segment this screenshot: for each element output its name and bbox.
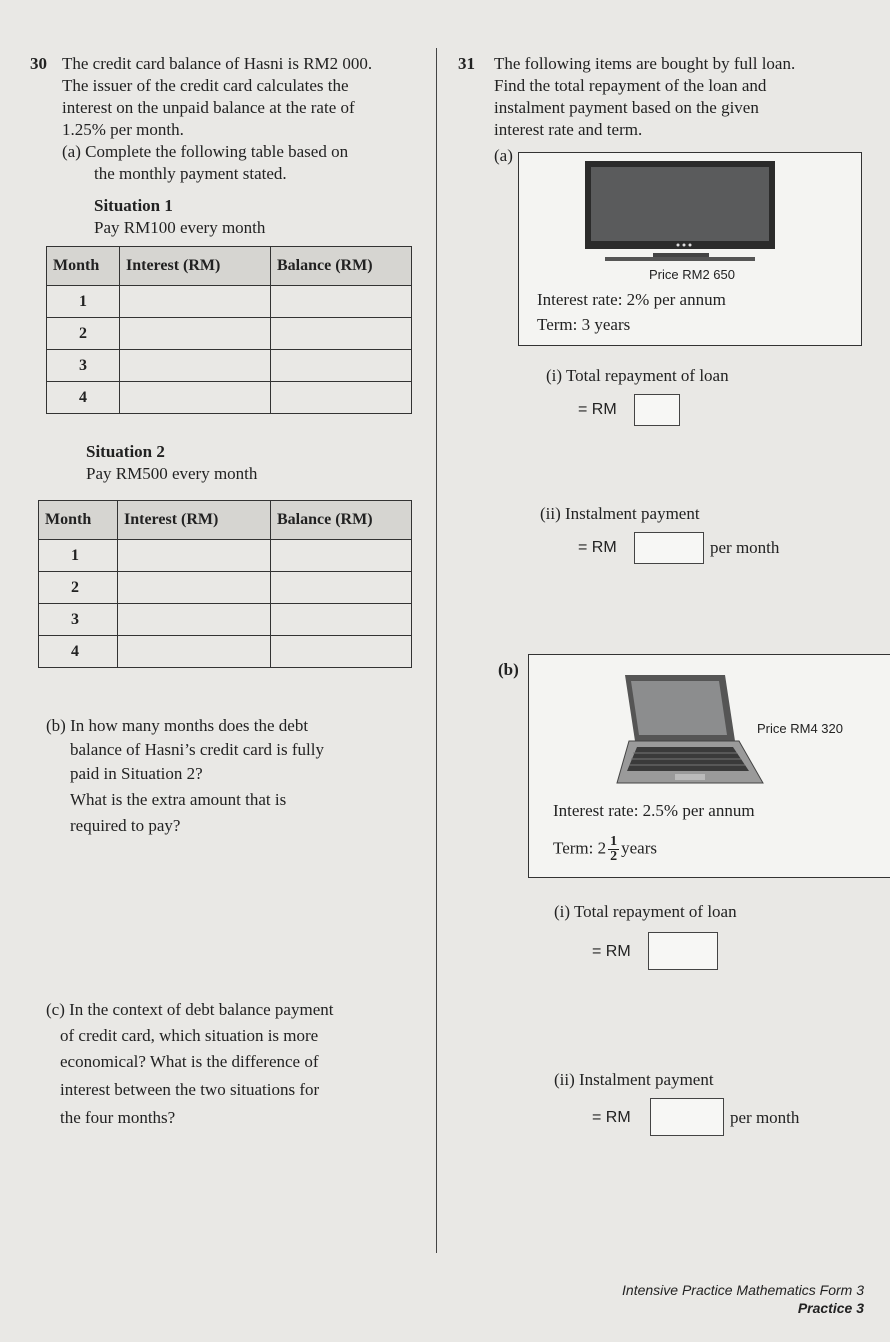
q31b-i-eq: = RM xyxy=(592,943,631,960)
q30b-text-2: balance of Hasni’s credit card is fully xyxy=(70,740,324,759)
table-row xyxy=(39,604,412,636)
item-a-price: Price RM2 650 xyxy=(649,267,735,282)
situation1-title: Situation 1 xyxy=(94,196,173,215)
item-b-rate: Interest rate: 2.5% per annum xyxy=(553,801,755,820)
q30b-text-4: What is the extra amount that is xyxy=(70,790,287,809)
month-cell: 2 xyxy=(47,318,120,350)
item-a-box xyxy=(518,152,862,346)
q31b-ii-answer-box[interactable] xyxy=(650,1098,724,1136)
balance-cell[interactable] xyxy=(271,286,412,318)
q30-intro-2: The issuer of the credit card calculates the xyxy=(62,76,349,95)
column-divider xyxy=(436,48,437,1253)
q30-intro-4: 1.25% per month. xyxy=(62,120,184,139)
q30b-text-5: required to pay? xyxy=(70,816,181,835)
q31b-label: (b) xyxy=(498,660,519,679)
item-b-box xyxy=(528,654,890,878)
q31-intro-3: instalment payment based on the given xyxy=(494,98,759,117)
q31-intro-1: The following items are bought by full loan. xyxy=(494,54,796,73)
balance-cell[interactable] xyxy=(271,540,412,572)
q30c-text-3: economical? What is the difference of xyxy=(60,1052,319,1071)
q31a-ii-answer-box[interactable] xyxy=(634,532,704,564)
interest-cell[interactable] xyxy=(120,318,271,350)
interest-cell[interactable] xyxy=(118,572,271,604)
q30c-text-1: (c) In the context of debt balance payment xyxy=(46,1000,334,1019)
balance-cell[interactable] xyxy=(271,636,412,668)
q31b-ii-eq: = RM xyxy=(592,1109,631,1126)
item-b-term xyxy=(553,835,657,864)
q31a-ii-eq: = RM xyxy=(578,539,617,556)
table-row xyxy=(39,540,412,572)
q30c-text-5: the four months? xyxy=(60,1108,176,1127)
footer-book-title: Intensive Practice Mathematics Form 3 xyxy=(622,1282,864,1298)
q30c-text-4: interest between the two situations for xyxy=(60,1080,320,1099)
item-a-term: Term: 3 years xyxy=(537,315,631,334)
q31b-ii-suffix: per month xyxy=(730,1108,800,1127)
table-row xyxy=(47,286,412,318)
interest-cell[interactable] xyxy=(118,540,271,572)
situation1-table xyxy=(46,246,412,414)
q30-intro-1: The credit card balance of Hasni is RM2 000. xyxy=(62,54,373,73)
q31a-i-eq: = RM xyxy=(578,401,617,418)
q30a-text-1: (a) Complete the following table based on xyxy=(62,142,349,161)
item-b-price: Price RM4 320 xyxy=(757,721,843,736)
term-fraction-num: 1 xyxy=(610,834,618,849)
balance-cell[interactable] xyxy=(271,350,412,382)
laptop-icon xyxy=(615,671,765,791)
table-row xyxy=(47,318,412,350)
situation1-desc: Pay RM100 every month xyxy=(94,218,266,237)
situation2-table xyxy=(38,500,412,668)
footer-practice: Practice 3 xyxy=(797,1300,864,1316)
interest-cell[interactable] xyxy=(118,604,271,636)
header-month: Month xyxy=(39,501,118,540)
q31-intro-2: Find the total repayment of the loan and xyxy=(494,76,767,95)
q31a-ii-suffix: per month xyxy=(710,538,780,557)
balance-cell[interactable] xyxy=(271,572,412,604)
q31b-ii-label: (ii) Instalment payment xyxy=(554,1070,714,1089)
balance-cell[interactable] xyxy=(271,318,412,350)
table-row xyxy=(47,350,412,382)
balance-cell[interactable] xyxy=(271,604,412,636)
header-interest: Interest (RM) xyxy=(120,247,271,286)
table-row xyxy=(39,636,412,668)
month-cell: 2 xyxy=(39,572,118,604)
month-cell: 3 xyxy=(47,350,120,382)
balance-cell[interactable] xyxy=(271,382,412,414)
month-cell: 3 xyxy=(39,604,118,636)
situation2-desc: Pay RM500 every month xyxy=(86,464,258,483)
q30-number: 30 xyxy=(30,54,47,73)
table-row xyxy=(39,572,412,604)
q31b-i-label: (i) Total repayment of loan xyxy=(554,902,737,921)
q30b-text-1: (b) In how many months does the debt xyxy=(46,716,309,735)
item-b-term-prefix: Term: 2 xyxy=(553,838,607,858)
header-month: Month xyxy=(47,247,120,286)
q31-number: 31 xyxy=(458,54,475,73)
month-cell: 4 xyxy=(39,636,118,668)
term-fraction xyxy=(608,835,619,864)
q30a-text-2: the monthly payment stated. xyxy=(94,164,287,183)
item-a-rate: Interest rate: 2% per annum xyxy=(537,290,726,309)
month-cell: 1 xyxy=(47,286,120,318)
interest-cell[interactable] xyxy=(118,636,271,668)
interest-cell[interactable] xyxy=(120,350,271,382)
month-cell: 4 xyxy=(47,382,120,414)
month-cell: 1 xyxy=(39,540,118,572)
header-interest: Interest (RM) xyxy=(118,501,271,540)
table-row xyxy=(47,382,412,414)
tv-icon xyxy=(583,159,777,263)
q30b-text-3: paid in Situation 2? xyxy=(70,764,203,783)
interest-cell[interactable] xyxy=(120,286,271,318)
term-fraction-den: 2 xyxy=(610,849,618,864)
header-balance: Balance (RM) xyxy=(271,501,412,540)
q30-intro-3: interest on the unpaid balance at the rate of xyxy=(62,98,355,117)
header-balance: Balance (RM) xyxy=(271,247,412,286)
interest-cell[interactable] xyxy=(120,382,271,414)
q31a-ii-label: (ii) Instalment payment xyxy=(540,504,700,523)
q30c-text-2: of credit card, which situation is more xyxy=(60,1026,319,1045)
item-b-term-suffix: years xyxy=(621,838,657,858)
q31b-i-answer-box[interactable] xyxy=(648,932,718,970)
q31a-i-label: (i) Total repayment of loan xyxy=(546,366,729,385)
situation2-title: Situation 2 xyxy=(86,442,165,461)
q31-intro-4: interest rate and term. xyxy=(494,120,643,139)
q31a-label: (a) xyxy=(494,146,513,165)
q31a-i-answer-box[interactable] xyxy=(634,394,680,426)
